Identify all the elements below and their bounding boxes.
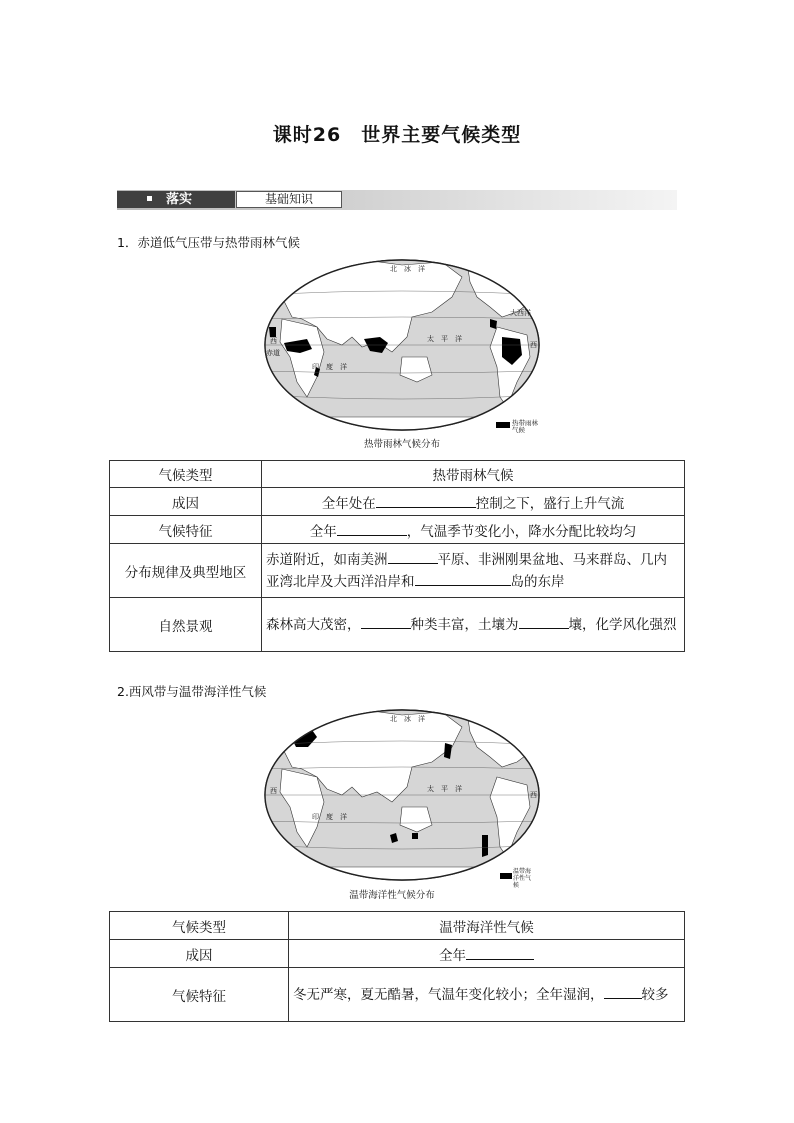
page-title: 课时26 世界主要气候类型 [272, 124, 522, 146]
table-row [110, 598, 685, 652]
row-label: 自然景观 [110, 598, 262, 652]
row-text: 较多 [641, 986, 669, 1003]
row-label: 气候特征 [110, 968, 289, 1022]
label-arctic: 北 冰 洋 [390, 265, 425, 273]
fill-blank[interactable] [337, 521, 407, 536]
table-row [110, 912, 685, 940]
section-banner [117, 190, 677, 210]
row-value [262, 598, 685, 652]
oceanic-area-chile [482, 835, 488, 857]
label-west: 西 [270, 337, 277, 345]
row-value [289, 968, 685, 1022]
legend-text-1: 热带雨林气候 [512, 419, 538, 434]
map-body [262, 257, 542, 433]
row-text: 全年处在 [321, 495, 376, 512]
fill-blank[interactable] [361, 614, 411, 629]
table-row [110, 544, 685, 598]
label-equator: 赤道 [266, 349, 280, 357]
fill-blank[interactable] [604, 984, 642, 999]
rainforest-map [262, 257, 542, 433]
row-text: 全年 [309, 523, 337, 540]
fill-blank[interactable] [376, 493, 476, 508]
row-value [262, 488, 685, 516]
map-body [262, 707, 542, 883]
row-text: 种类丰富，土壤为 [410, 616, 519, 633]
header-left: 气候类型 [110, 912, 289, 940]
rainforest-area-west-africa [269, 327, 276, 337]
row-label: 气候特征 [110, 516, 262, 544]
banner-tag-text: 落实 [166, 192, 193, 207]
row-text: 森林高大茂密， [266, 616, 361, 633]
banner-label: 基础知识 [236, 191, 342, 208]
row-text: 控制之下，盛行上升气流 [475, 495, 625, 512]
label-west: 西 [270, 787, 277, 795]
label-indian: 印 度 洋 [312, 813, 347, 821]
row-value [262, 516, 685, 544]
label-pacific: 太 平 洋 [427, 335, 462, 343]
legend-swatch [500, 873, 512, 879]
fill-blank[interactable] [415, 571, 511, 586]
row-value [289, 940, 685, 968]
header-right: 温带海洋性气候 [289, 912, 685, 940]
table-row [110, 516, 685, 544]
fill-blank[interactable] [519, 614, 569, 629]
row-text: 壤，化学风化强烈 [568, 616, 677, 633]
section2-heading: 2.西风带与温带海洋性气候 [117, 684, 267, 699]
label-east: 西 [530, 791, 537, 799]
label-arctic: 北 冰 洋 [390, 715, 425, 723]
oceanic-climate-map [262, 707, 542, 883]
row-label: 分布规律及典型地区 [110, 544, 262, 598]
row-text: 全年 [439, 947, 466, 964]
table-row [110, 968, 685, 1022]
row-label: 成因 [110, 940, 289, 968]
row-text: 平原、非洲刚果盆地、马来群岛、几内亚湾北岸及大西洋沿岸和 [266, 551, 667, 590]
table-row [110, 488, 685, 516]
oceanic-area-tasmania [412, 833, 418, 839]
label-atlantic: 大西洋 [510, 309, 531, 317]
header-left: 气候类型 [110, 461, 262, 488]
label-east: 西 [530, 341, 537, 349]
rainforest-table [109, 460, 685, 652]
label-pacific: 太 平 洋 [427, 785, 462, 793]
row-value [262, 544, 685, 598]
fill-blank[interactable] [466, 945, 534, 960]
label-indian: 印 度 洋 [312, 363, 347, 371]
row-text: 岛的东岸 [510, 573, 565, 590]
oceanic-table [109, 911, 685, 1022]
header-right: 热带雨林气候 [262, 461, 685, 488]
fill-blank[interactable] [388, 549, 438, 564]
legend-swatch [496, 422, 510, 428]
section1-heading: 1．赤道低气压带与热带雨林气候 [117, 235, 300, 250]
row-label: 成因 [110, 488, 262, 516]
legend-text-2: 温带海洋性气候 [513, 868, 532, 889]
row-text: ，气温季节变化小，降水分配比较均匀 [406, 523, 637, 540]
square-bullet-icon [147, 196, 152, 201]
table-row [110, 461, 685, 488]
row-text: 冬无严寒，夏无酷暑，气温年变化较小；全年湿润， [293, 986, 604, 1003]
row-text: 赤道附近，如南美洲 [266, 551, 388, 568]
map-caption-1: 热带雨林气候分布 [363, 439, 440, 450]
map-caption-2: 温带海洋性气候分布 [349, 890, 435, 901]
banner-tag [117, 191, 235, 208]
table-row [110, 940, 685, 968]
